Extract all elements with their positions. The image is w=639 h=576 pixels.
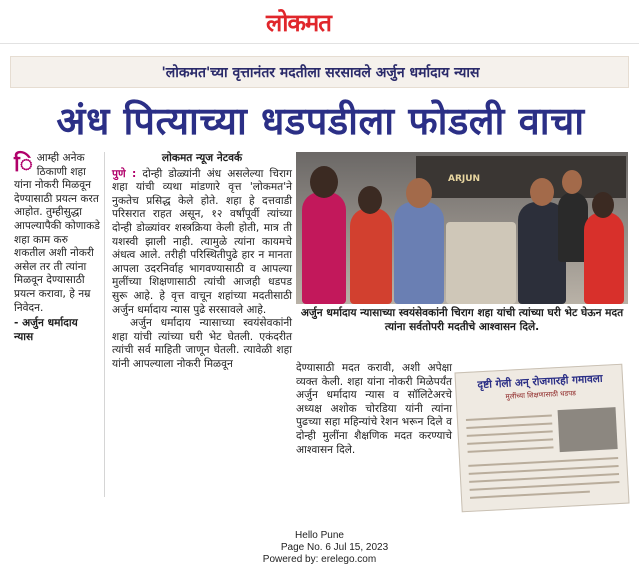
footer-powered-by: Powered by: erelego.com [262,554,377,565]
newspaper-logo: लोकमत [266,8,331,37]
photo-banner-text: ARJUN [448,174,481,184]
dateline-place: पुणे : [112,167,137,180]
person-1-head [310,166,338,198]
byline: लोकमत न्यूज नेटवर्क [161,152,243,164]
column-divider [104,152,105,497]
clipping-text-line [470,491,590,499]
person-4-head [530,178,554,206]
person-2 [350,208,392,304]
clipping-subhead: मुलींच्या शिक्षणासाठी धडपड [505,389,577,401]
news-photo [296,152,628,304]
person-6 [584,212,624,304]
kicker-text: 'लोकमत'च्या वृत्तानंतर मदतीला सरसावले अर्जुन धर्मादाय न्यास [161,65,480,81]
clipping-text-line [467,438,553,444]
person-3-head [406,178,432,208]
clipping-headline: दृष्टी गेली अन् रोजगारही गमावला [477,372,603,392]
person-1 [302,192,346,304]
clipping-text-line [468,446,554,452]
masthead [0,0,639,44]
person-6-head [592,192,614,218]
photo-caption: अर्जुन धर्मादाय न्यासाच्या स्वयंसेवकांनी चिराग शहा यांची त्यांच्या घरी भेट घेऊन मदत त्यांना सर्वतोपरी मदतीचे आश्वासन दिले. [300,307,624,333]
kicker-box [10,56,629,88]
article-paragraph-1-text: दोन्ही डोळ्यांनी अंध असलेल्या चिराग शहा यांची व्यथा मांडणारे वृत्त 'लोकमत'ने नुकतेच प्रसिद्ध केले होते. शहा हे दत्तवाडी परिसरात राहत असून, १२ वर्षांपूर्वी त्यांच्या दोन्ही डोळ्यांवर शस्त्रक्रिया केली होती, मात्र ती यशस्वी झाली नाही. त्यामुळे त्यांना कायमचे अंधत्व आले. तरीही परिस्थितीपुढे हार न मानता आपला उदरनिर्वाह भागवण्यासाठी व आपल्या मुलींच्या शिक्षणासाठी त्यांची आजही धडपड सुरू आहे. हे वृत्त वाचून शहांच्या मदतीसाठी अर्जुन धर्मादाय न्यास पुढे सरसावले आहे. [112,167,292,316]
person-3 [394,202,444,304]
footer-edition: Hello Pune [295,530,344,541]
article-column-main [112,152,292,372]
clipping-text-line [466,422,552,428]
items-pile [446,222,516,304]
page-footer [0,530,639,566]
clipping-text-line [466,414,552,420]
sidebar-note-body: आम्ही अनेक ठिकाणी शहा यांना नोकरी मिळवून देण्यासाठी प्रयत्न करत आहोत. तुम्हीसुद्धा आपल्यापैकी कोणाकडे शहा काम करु शकतील अशी नोकरी असेल तर ती त्यांना मिळवून देण्यासाठी प्रयत्न करावा, हे नम्र निवेदन. [14,152,100,314]
clipping-text-line [467,430,553,436]
earlier-news-clipping [454,364,629,513]
left-sidebar-note [14,152,100,344]
article-paragraph-3: देण्यासाठी मदत करावी, अशी अपेक्षा व्यक्त केली. शहा यांना नोकरी मिळेपर्यंत अर्जुन धर्मादाय न्यास व सॉलिटेअरचे अध्यक्ष अशोक चोरडिया यांनी त्यांना पुढच्या सहा महिन्यांचे रेशन भरून दिले व दोन्ही मुलींना शैक्षणिक मदत करण्याचे आश्वासन दिले. [296,362,452,456]
headline: अंध पित्याच्या धडपडीला फोडली वाचा [56,99,585,143]
sidebar-note-signature: - अर्जुन धर्मादाय न्यास [14,317,78,343]
person-5-head [562,170,582,194]
clipping-photo [558,407,618,452]
person-2-head [358,186,382,214]
article-paragraph-2: अर्जुन धर्मादाय न्यासाच्या स्वयंसेवकांनी शहा यांची त्यांच्या घरी भेट घेतली. एकंदरीत त्यांची सर्व माहिती जाणून घेतली. त्यावेळी शहा यांनी आपल्याला नोकरी मिळवून [112,317,292,370]
article-paragraph-1 [112,168,292,318]
article-column-continued [296,362,452,457]
quote-mark-icon: ि [14,152,33,177]
clipping-text-line [470,481,620,491]
footer-page-date: Page No. 6 Jul 15, 2023 [280,542,389,553]
